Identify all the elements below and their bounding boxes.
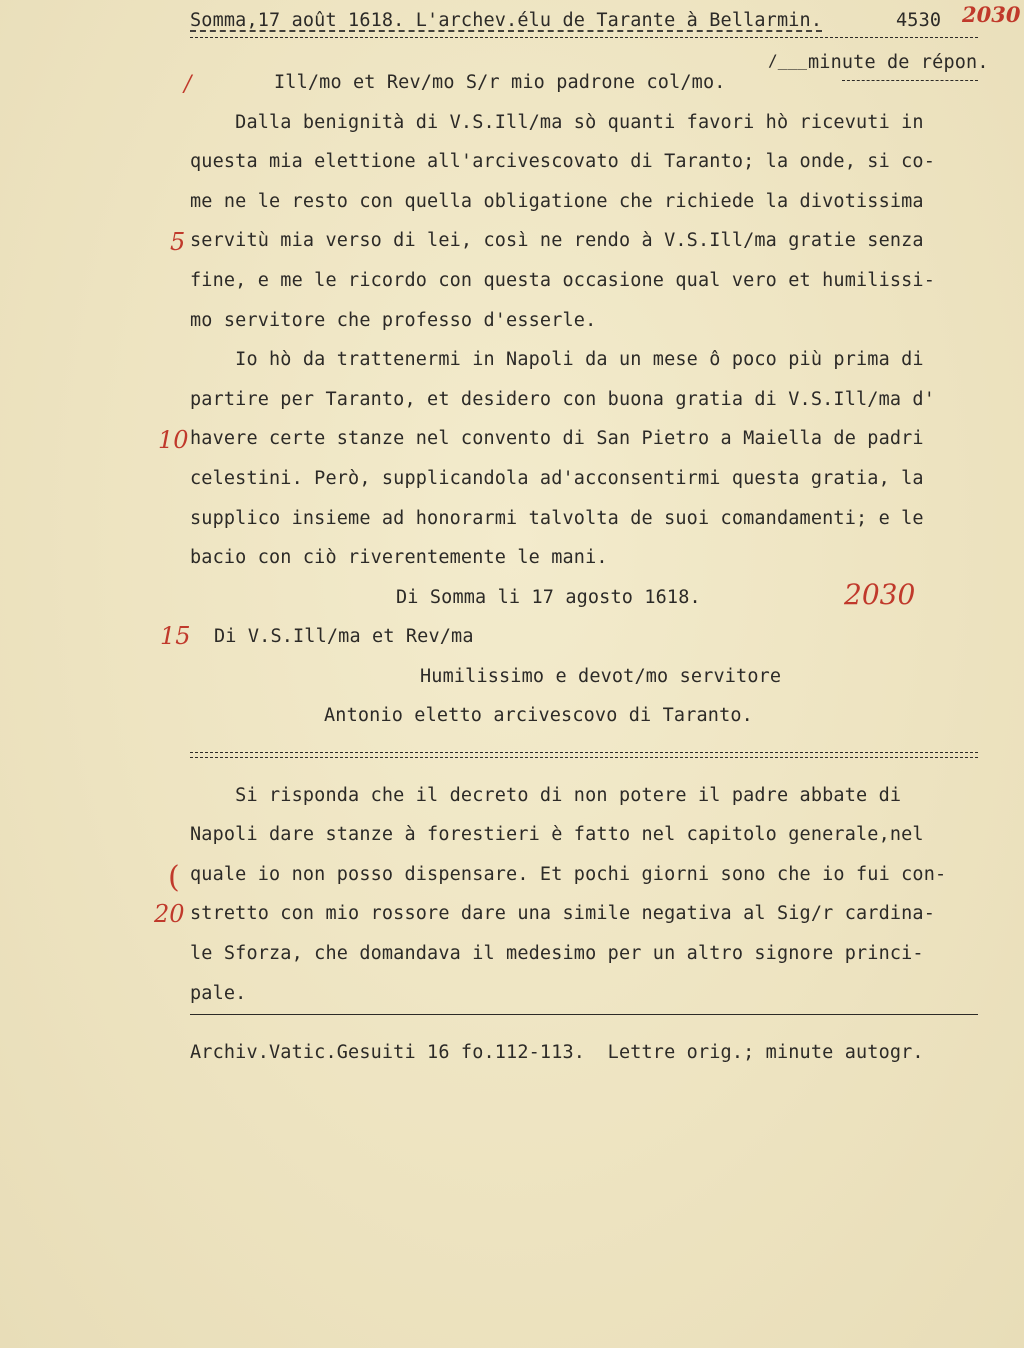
reply-line: stretto con mio rossore dare una simile negativa al Sig/r cardina-: [190, 903, 936, 924]
section-separator: [190, 752, 978, 758]
letter-line: servitù mia verso di lei, così ne rendo à V.S.Ill/ma gratie senza: [190, 230, 924, 251]
margin-mark-5: 5: [170, 228, 186, 256]
reply-line: le Sforza, che domandava il medesimo per un altro signore princi-: [190, 943, 924, 964]
letter-line: mo servitore che professo d'esserle.: [190, 310, 597, 331]
letter-line: Dalla benignità di V.S.Ill/ma sò quanti favori hò ricevuti in: [190, 112, 924, 133]
signature-line: Antonio eletto arcivescovo di Taranto.: [324, 705, 753, 726]
closing-line: Di V.S.Ill/ma et Rev/ma: [214, 626, 474, 647]
footer-rule: [190, 1014, 978, 1015]
document-number: 4530: [896, 10, 942, 31]
letter-line: partire per Taranto, et desidero con buona gratia di V.S.Ill/ma d': [190, 389, 936, 410]
margin-mark-1: /: [184, 72, 192, 97]
header-rule: [190, 37, 978, 38]
date-line: Di Somma li 17 agosto 1618.: [396, 587, 701, 608]
handwritten-date-number: 2030: [844, 578, 916, 611]
servitor-line: Humilissimo e devot/mo servitore: [420, 666, 782, 687]
margin-mark-20: 20: [154, 900, 185, 928]
letter-line: me ne le resto con quella obligatione che richiede la divotissima: [190, 191, 924, 212]
margin-bracket: (: [168, 860, 180, 895]
letter-line: havere certe stanze nel convento di San Pietro a Maiella de padri: [190, 428, 924, 449]
reply-line: quale io non posso dispensare. Et pochi giorni sono che io fui con-: [190, 864, 947, 885]
reply-minute-note: minute de répon.: [808, 52, 989, 73]
note-arrow: /___: [768, 51, 808, 70]
letter-line: questa mia elettione all'arcivescovato di Taranto; la onde, si co-: [190, 151, 936, 172]
reply-line: Napoli dare stanze à forestieri è fatto nel capitolo generale,nel: [190, 824, 924, 845]
letter-line: celestini. Però, supplicandola ad'acconsentirmi questa gratia, la: [190, 468, 924, 489]
margin-mark-10: 10: [158, 426, 189, 454]
document-header-title: Somma,17 août 1618. L'archev.élu de Tarante à Bellarmin.: [190, 10, 823, 31]
margin-mark-15: 15: [160, 622, 191, 650]
note-rule: [842, 80, 978, 81]
letter-line: bacio con ciò riverentemente le mani.: [190, 547, 608, 568]
reply-line: pale.: [190, 983, 247, 1004]
archive-source: Archiv.Vatic.Gesuiti 16 fo.112-113. Lettre orig.; minute autogr.: [190, 1042, 924, 1063]
salutation: Ill/mo et Rev/mo S/r mio padrone col/mo.: [274, 72, 726, 93]
handwritten-archive-number: 2030: [962, 2, 1021, 27]
letter-line: supplico insieme ad honorarmi talvolta de suoi comandamenti; e le: [190, 508, 924, 529]
letter-line: Io hò da trattenermi in Napoli da un mese ô poco più prima di: [190, 349, 924, 370]
reply-line: Si risponda che il decreto di non potere il padre abbate di: [190, 785, 902, 806]
letter-line: fine, e me le ricordo con questa occasione qual vero et humilissi-: [190, 270, 936, 291]
